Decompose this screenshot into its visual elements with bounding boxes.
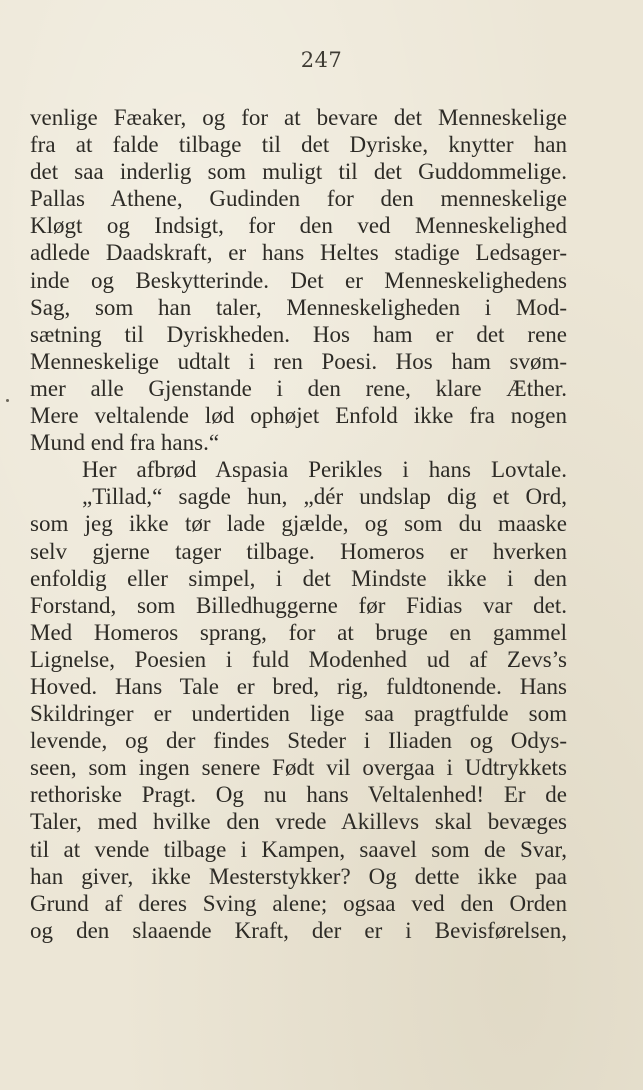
text-line: til at vende tilbage i Kampen, saavel som de Svar, xyxy=(30,836,567,862)
text-line: „Tillad,“ sagde hun, „dér undslap dig et Ord, xyxy=(82,484,567,510)
text-line: Sag, som han taler, Menneskeligheden i Mod- xyxy=(30,294,567,320)
text-line: Kløgt og Indsigt, for den ved Menneskelighed xyxy=(30,213,567,239)
text-line: Grund af deres Sving alene; ogsaa ved den Orden xyxy=(30,890,567,916)
text-line: Taler, med hvilke den vrede Akillevs skal bevæges xyxy=(30,809,567,835)
text-line: Her afbrød Aspasia Perikles i hans Lovtale. xyxy=(82,457,567,483)
text-line: inde og Beskytterinde. Det er Menneskelighedens xyxy=(30,267,567,293)
text-line: det saa inderlig som muligt til det Guddommelige. xyxy=(30,159,567,185)
text-line: selv gjerne tager tilbage. Homeros er hverken xyxy=(30,538,567,564)
text-line: Lignelse, Poesien i fuld Modenhed ud af Zevs’s xyxy=(30,646,567,672)
text-line: mer alle Gjenstande i den rene, klare Æther. xyxy=(30,375,567,401)
text-line: rethoriske Pragt. Og nu hans Veltalenhed! Er de xyxy=(30,782,567,808)
text-line: seen, som ingen senere Født vil overgaa i Udtrykkets xyxy=(30,755,567,781)
text-line: og den slaaende Kraft, der er i Bevisførelsen, xyxy=(30,917,567,943)
text-line: sætning til Dyriskheden. Hos ham er det rene xyxy=(30,321,567,347)
margin-mark xyxy=(6,399,9,402)
text-line: enfoldig eller simpel, i det Mindste ikke i den xyxy=(30,565,567,591)
body-text xyxy=(30,104,567,944)
page-number: 247 xyxy=(300,48,343,72)
text-line: Menneskelige udtalt i ren Poesi. Hos ham svøm- xyxy=(30,348,567,374)
text-line: Mund end fra hans.“ xyxy=(30,430,220,456)
text-line: Pallas Athene, Gudinden for den menneskelige xyxy=(30,186,567,212)
text-line: Forstand, som Billedhuggerne før Fidias var det. xyxy=(30,592,567,618)
text-line: Hoved. Hans Tale er bred, rig, fuldtonende. Hans xyxy=(30,673,567,699)
text-line: han giver, ikke Mesterstykker? Og dette ikke paa xyxy=(30,863,567,889)
text-line: Med Homeros sprang, for at bruge en gammel xyxy=(30,619,567,645)
text-line: Skildringer er undertiden lige saa pragtfulde som xyxy=(30,701,567,727)
text-line: fra at falde tilbage til det Dyriske, knytter han xyxy=(30,132,567,158)
text-line: Mere veltalende lød ophøjet Enfold ikke fra nogen xyxy=(30,403,567,429)
text-line: venlige Fæaker, og for at bevare det Menneskelige xyxy=(30,105,567,130)
text-line: levende, og der findes Steder i Iliaden og Odys- xyxy=(30,728,567,754)
text-line: adlede Daadskraft, er hans Heltes stadige Ledsager- xyxy=(30,240,567,266)
text-line: som jeg ikke tør lade gjælde, og som du maaske xyxy=(30,511,567,537)
